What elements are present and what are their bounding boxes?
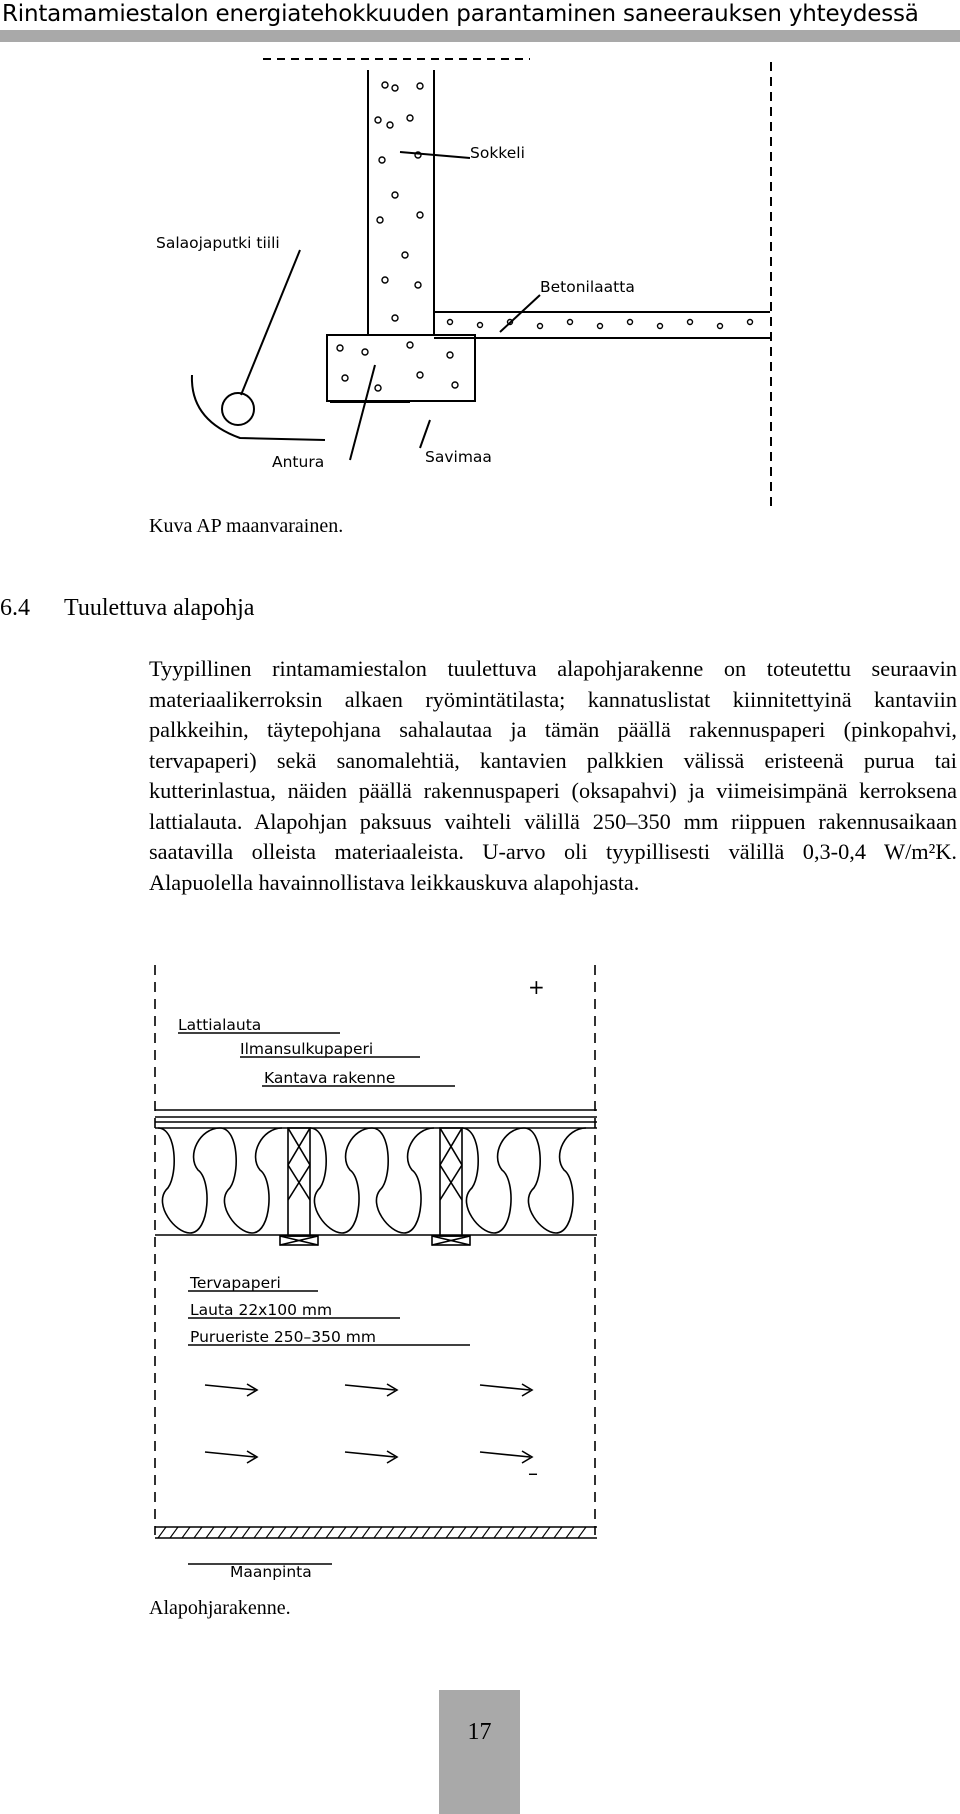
header-title: Rintamamiestalon energiatehokkuuden parantaminen saneerauksen yhteydessä bbox=[2, 1, 919, 27]
page-number-box bbox=[439, 1690, 520, 1814]
label-tervapaperi: Tervapaperi bbox=[190, 1274, 281, 1292]
figure-maanvarainen-drawing bbox=[140, 50, 790, 520]
label-maanpinta: Maanpinta bbox=[230, 1563, 312, 1581]
figure-alapohjarakenne-drawing bbox=[140, 960, 610, 1600]
label-savimaa: Savimaa bbox=[425, 448, 492, 466]
figure-1-caption: Kuva AP maanvarainen. bbox=[149, 515, 344, 537]
label-lattialauta: Lattialauta bbox=[178, 1016, 262, 1034]
section-heading bbox=[0, 594, 254, 622]
minus-sign: – bbox=[528, 1461, 538, 1485]
ventilation-arrows bbox=[205, 1384, 532, 1463]
page-header bbox=[0, 0, 960, 28]
section-title: Tuulettuva alapohja bbox=[64, 595, 255, 621]
concrete-aggregate-pattern bbox=[337, 82, 753, 391]
label-antura: Antura bbox=[272, 453, 325, 471]
body-paragraph: Tyypillinen rintamamiestalon tuulettuva alapohjarakenne on toteutettu seuraavin materiaalikerroksin alkaen ryömintätilasta; kannatuslistat kiinnitettyinä kantaviin palkkeihin, täytepohjana sahalautaa ja tämän päällä rakennuspaperi (pinkopahvi, tervapaperi) sekä sanomalehtiä, kantavien palkkien välissä eristeenä purua tai kutterinlastua, näiden päällä rakennuspaperi (oksapahvi) ja viimeisimpänä kerroksena lattialauta. Alapohjan paksuus vaihteli välillä 250–350 mm riippuen rakennusaikaan saatavilla olleista materiaaleista. U-arvo oli tyypillisesti välillä 0,3-0,4 W/m²K. Alapuolella havainnollistava leikkauskuva alapohjasta. bbox=[149, 656, 957, 895]
figure-alapohjarakenne bbox=[140, 960, 610, 1600]
label-kantava-rakenne: Kantava rakenne bbox=[264, 1069, 396, 1087]
label-betonilaatta: Betonilaatta bbox=[540, 278, 635, 296]
section-number: 6.4 bbox=[0, 595, 30, 621]
plus-sign: + bbox=[528, 975, 545, 999]
ground-hatch bbox=[158, 1527, 586, 1538]
label-sokkeli: Sokkeli bbox=[470, 144, 525, 162]
page-number: 17 bbox=[467, 1719, 492, 1745]
figure-maanvarainen bbox=[140, 50, 790, 520]
label-lauta: Lauta 22x100 mm bbox=[190, 1301, 333, 1319]
label-purueriste: Purueriste 250–350 mm bbox=[190, 1328, 376, 1346]
header-rule bbox=[0, 30, 960, 42]
label-salaojaputki: Salaojaputki tiili bbox=[156, 234, 280, 252]
label-ilmansulkupaperi: Ilmansulkupaperi bbox=[240, 1040, 374, 1058]
figure-2-caption: Alapohjarakenne. bbox=[149, 1597, 291, 1619]
